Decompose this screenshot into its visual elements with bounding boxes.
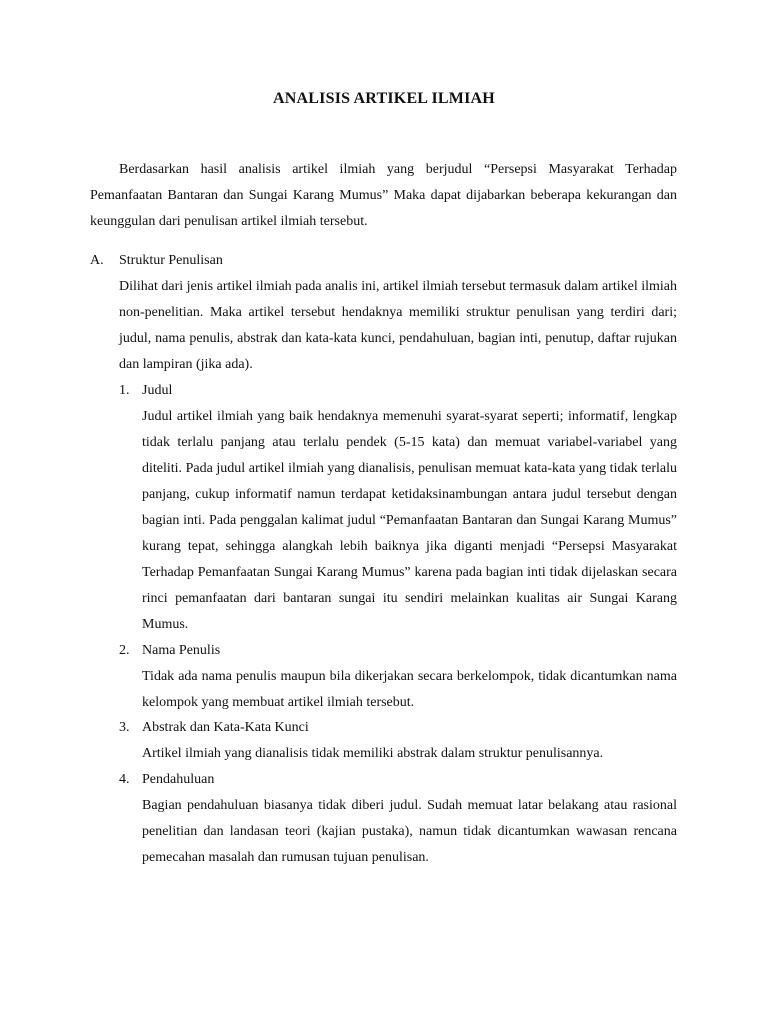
item-heading-abstrak: Abstrak dan Kata-Kata Kunci [142, 720, 309, 735]
page-title: ANALISIS ARTIKEL ILMIAH [273, 90, 495, 107]
item-number: 3. [119, 720, 130, 735]
item-number: 1. [119, 383, 130, 398]
section-a-body: Dilihat dari jenis artikel ilmiah pada analis ini, artikel ilmiah tersebut termasuk dalam artikel ilmiah non-penelitian. Maka artikel tersebut hendaknya memiliki struktur penulisan yang terdiri dari; judul, nama penulis, abstrak dan kata-kata kunci, pendahuluan, bagian inti, penutup, daftar rujukan dan lampiran (jika ada). [119, 279, 677, 372]
intro-paragraph: Berdasarkan hasil analisis artikel ilmiah yang berjudul “Persepsi Masyarakat Terhadap Pemanfaatan Bantaran dan Sungai Karang Mumus” Maka dapat dijabarkan beberapa kekurangan dan keunggulan dari penulisan artikel ilmiah tersebut. [90, 162, 677, 229]
section-a-label: A. [90, 253, 104, 268]
section-a-heading: Struktur Penulisan [119, 253, 223, 268]
item-body-judul: Judul artikel ilmiah yang baik hendaknya memenuhi syarat-syarat seperti; informatif, lengkap tidak terlalu panjang atau terlalu pendek (5-15 kata) dan memuat variabel-variabel yang diteliti. Pada judul artikel ilmiah yang dianalisis, penulisan memuat kata-kata yang tidak terlalu panjang, cukup informatif namun terdapat ketidaksinambungan antara judul tersebut dengan bagian inti. Pada penggalan kalimat judul “Pemanfaatan Bantaran dan Sungai Karang Mumus” kurang tepat, sehingga alangkah lebih baiknya jika diganti menjadi “Persepsi Masyarakat Terhadap Pemanfaatan Sungai Karang Mumus” karena pada bagian inti tidak dijelaskan secara rinci pemanfaatan dari bantaran sungai itu sendiri melainkan kualitas air Sungai Karang Mumus. [142, 409, 677, 632]
item-body-pendahuluan: Bagian pendahuluan biasanya tidak diberi judul. Sudah memuat latar belakang atau rasional penelitian dan landasan teori (kajian pustaka), namun tidak dicantumkan wawasan rencana pemecahan masalah dan rumusan tujuan penulisan. [142, 798, 677, 865]
item-heading-pendahuluan: Pendahuluan [142, 772, 215, 787]
item-heading-judul: Judul [142, 383, 173, 398]
item-number: 2. [119, 643, 130, 658]
item-body-abstrak: Artikel ilmiah yang dianalisis tidak memiliki abstrak dalam struktur penulisannya. [142, 746, 604, 761]
item-heading-nama-penulis: Nama Penulis [142, 643, 221, 658]
item-number: 4. [119, 772, 130, 787]
item-body-nama-penulis: Tidak ada nama penulis maupun bila dikerjakan secara berkelompok, tidak dicantumkan nama kelompok yang membuat artikel ilmiah tersebut. [142, 669, 677, 710]
